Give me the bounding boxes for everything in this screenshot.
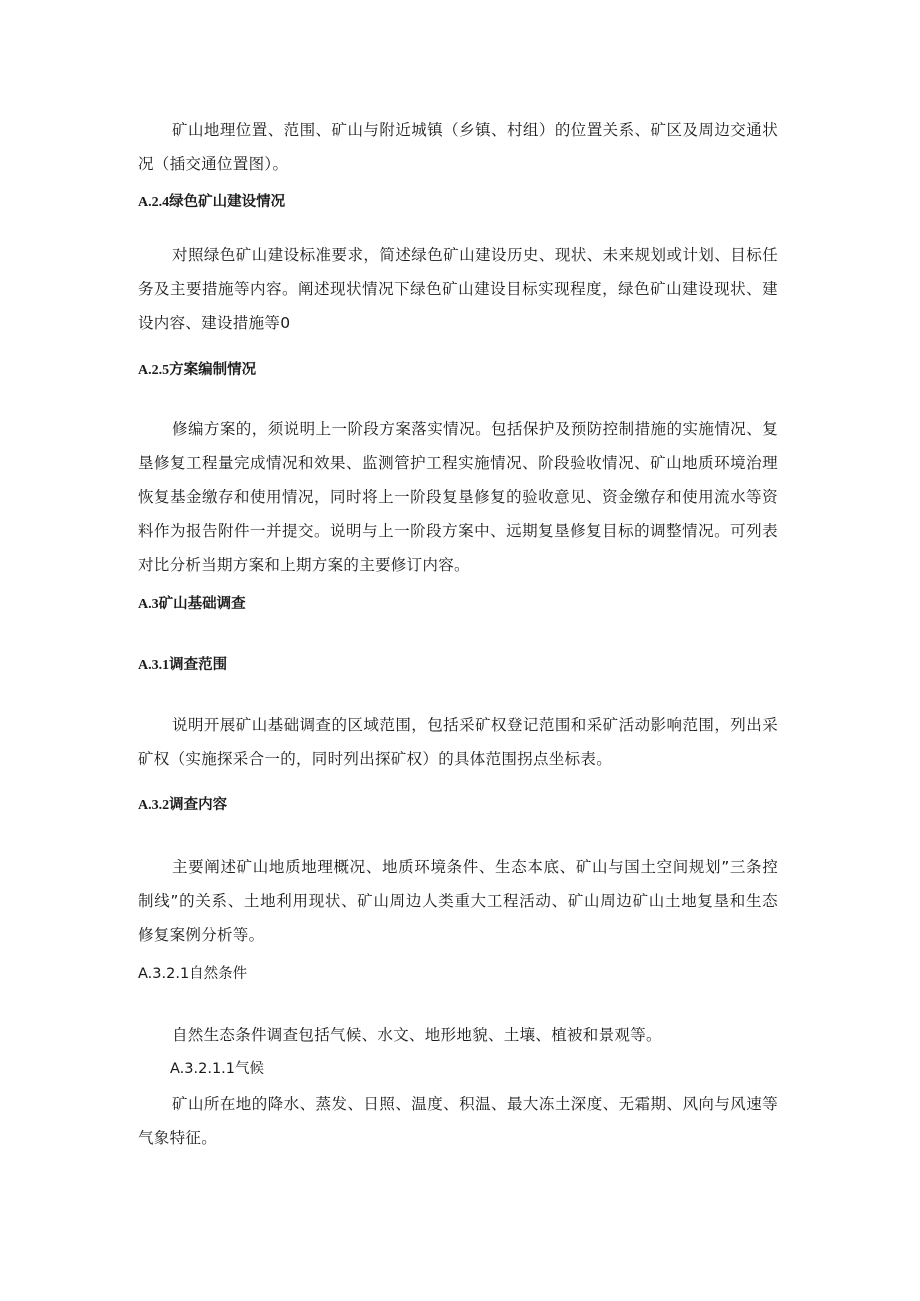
heading-number: A.3 bbox=[138, 597, 159, 612]
paragraph-survey-content: 主要阐述矿山地质地理概况、地质环境条件、生态本底、矿山与国土空间规划”三条控制线”的关系、土地利用现状、矿山周边人类重大工程活动、矿山周边矿山土地复垦和生态修复案例分析等。 bbox=[138, 858, 778, 944]
heading-a-3-2-1-1: A.3.2.1.1气候 bbox=[170, 1061, 265, 1077]
paragraph-plan-compilation: 修编方案的，须说明上一阶段方案落实情况。包括保护及预防控制措施的实施情况、复垦修复工程量完成情况和效果、监测管护工程实施情况、阶段验收情况、矿山地质环境治理恢复基金缴存和使用情况，同时将上一阶段复垦修复的验收意见、资金缴存和使用流水等资料作为报告附件一并提交。说明与上一阶段方案中、远期复垦修复目标的调整情况。可列表对比分析当期方案和上期方案的主要修订内容。 bbox=[138, 420, 778, 574]
paragraph-survey-scope: 说明开展矿山基础调查的区域范围，包括采矿权登记范围和采矿活动影响范围，列出采矿权（实施探采合一的，同时列出探矿权）的具体范围拐点坐标表。 bbox=[138, 716, 778, 768]
heading-a-3-2-1: A.3.2.1自然条件 bbox=[138, 966, 248, 982]
heading-a-3-1 bbox=[138, 655, 778, 676]
heading-number: A.3.2 bbox=[138, 798, 170, 813]
paragraph-natural-conditions: 自然生态条件调查包括气候、水文、地形地貌、土壤、植被和景观等。 bbox=[172, 1026, 662, 1044]
heading-number: A.2.4 bbox=[138, 195, 170, 210]
paragraph-climate: 矿山所在地的降水、蒸发、日照、温度、积温、最大冻土深度、无霜期、风向与风速等气象特征。 bbox=[138, 1095, 778, 1147]
paragraph-location: 矿山地理位置、范围、矿山与附近城镇（乡镇、村组）的位置关系、矿区及周边交通状况（插交通位置图）。 bbox=[138, 121, 778, 173]
heading-text: 调查范围 bbox=[169, 657, 228, 673]
heading-text: 调查内容 bbox=[169, 797, 228, 813]
heading-text: 矿山基础调查 bbox=[158, 596, 246, 612]
heading-a-3 bbox=[138, 594, 778, 615]
paragraph-green-mine: 对照绿色矿山建设标准要求，简述绿色矿山建设历史、现状、未来规划或计划、目标任务及主要措施等内容。阐述现状情况下绿色矿山建设目标实现程度，绿色矿山建设现状、建设内容、建设措施等0 bbox=[138, 246, 778, 332]
heading-number: A.3.1 bbox=[138, 658, 170, 673]
heading-text: 方案编制情况 bbox=[169, 362, 257, 378]
heading-a-2-5 bbox=[138, 360, 778, 381]
heading-a-2-4 bbox=[138, 192, 778, 213]
heading-number: A.2.5 bbox=[138, 363, 170, 378]
heading-text: 绿色矿山建设情况 bbox=[169, 194, 286, 210]
heading-a-3-2 bbox=[138, 795, 778, 816]
